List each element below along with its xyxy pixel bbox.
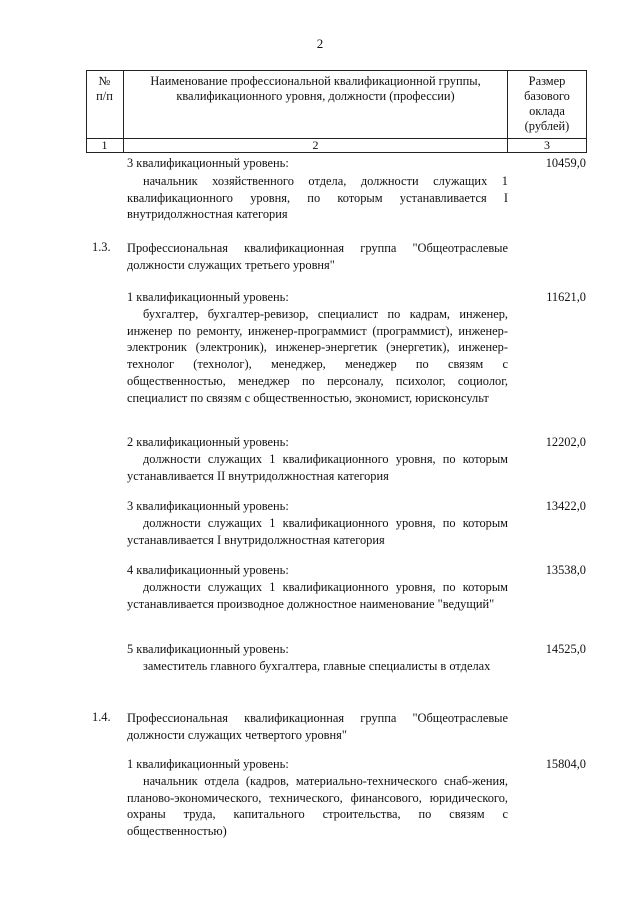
level-label: 4 квалификационный уровень:: [127, 563, 289, 577]
salary-value: 14525,0: [545, 642, 586, 656]
level-label: 3 квалификационный уровень:: [127, 156, 289, 170]
position-list: заместитель главного бухгалтера, главные специалисты в отделах: [143, 659, 491, 673]
salary-value: 12202,0: [545, 435, 586, 449]
header-col-salary-line3: оклада: [529, 104, 565, 118]
level-label: 3 квалификационный уровень:: [127, 499, 289, 513]
header-col-salary-line2: базового: [524, 89, 570, 103]
position-list: начальник хозяйственного отдела, должности служащих 1 квалификационного уровня, по которым устанавливается I внутридолжностная категория: [127, 174, 508, 222]
page-number: 2: [316, 36, 324, 51]
section-title: Профессиональная квалификационная группа "Общеотраслевые должности служащих четвертого уровня": [127, 711, 508, 742]
header-col-salary-line4: (рублей): [524, 119, 570, 133]
header-col-number: [86, 74, 123, 104]
position-list: бухгалтер, бухгалтер-ревизор, специалист по кадрам, инженер, инженер по ремонту, инженер-программист (программист), инженер-электроник (электроник), инженер-энергетик (энергетик), инженер-технолог (технолог), менеджер, менеджер по связям с общественностью, менеджер по персоналу, психолог, социолог, специалист по связям с общественностью, экономист, юрисконсульт: [127, 307, 508, 405]
table-border-right: [586, 71, 587, 152]
header-num-2: 2: [312, 138, 319, 152]
position-list: должности служащих 1 квалификационного уровня, по которым устанавливается производное должностное наименование "ведущий": [127, 580, 508, 611]
header-col-salary-line1: Размер: [528, 74, 566, 88]
level-label: 2 квалификационный уровень:: [127, 435, 289, 449]
header-col-salary: [508, 74, 586, 134]
header-col-name: [124, 74, 507, 104]
header-col-number-line2: п/п: [96, 89, 113, 103]
salary-value: 15804,0: [545, 757, 586, 771]
salary-value: 13422,0: [545, 499, 586, 513]
salary-value: 13538,0: [545, 563, 586, 577]
section-number: 1.4.: [92, 710, 111, 724]
level-label: 1 квалификационный уровень:: [127, 290, 289, 304]
header-col-name-line2: квалификационного уровня, должности (профессии): [176, 89, 455, 103]
section-number: 1.3.: [92, 240, 111, 254]
header-col-number-line1: №: [98, 74, 111, 88]
level-label: 5 квалификационный уровень:: [127, 642, 289, 656]
header-col-name-line1: Наименование профессиональной квалификационной группы,: [150, 74, 481, 88]
salary-value: 10459,0: [545, 156, 586, 170]
header-num-3: 3: [544, 138, 550, 152]
position-list: должности служащих 1 квалификационного уровня, по которым устанавливается II внутридолжностная категория: [127, 452, 508, 483]
position-list: должности служащих 1 квалификационного уровня, по которым устанавливается I внутридолжностная категория: [127, 516, 508, 547]
section-title: Профессиональная квалификационная группа "Общеотраслевые должности служащих третьего уровня": [127, 241, 508, 272]
table-header: [86, 70, 587, 153]
salary-value: 11621,0: [546, 290, 586, 304]
position-list: начальник отдела (кадров, материально-технического снаб-жения, планово-экономического, технического, финансового, юридического, охраны труда, капитального строительства, по связям с общественностью): [127, 774, 508, 839]
level-label: 1 квалификационный уровень:: [127, 757, 289, 771]
header-num-1: 1: [101, 138, 108, 152]
